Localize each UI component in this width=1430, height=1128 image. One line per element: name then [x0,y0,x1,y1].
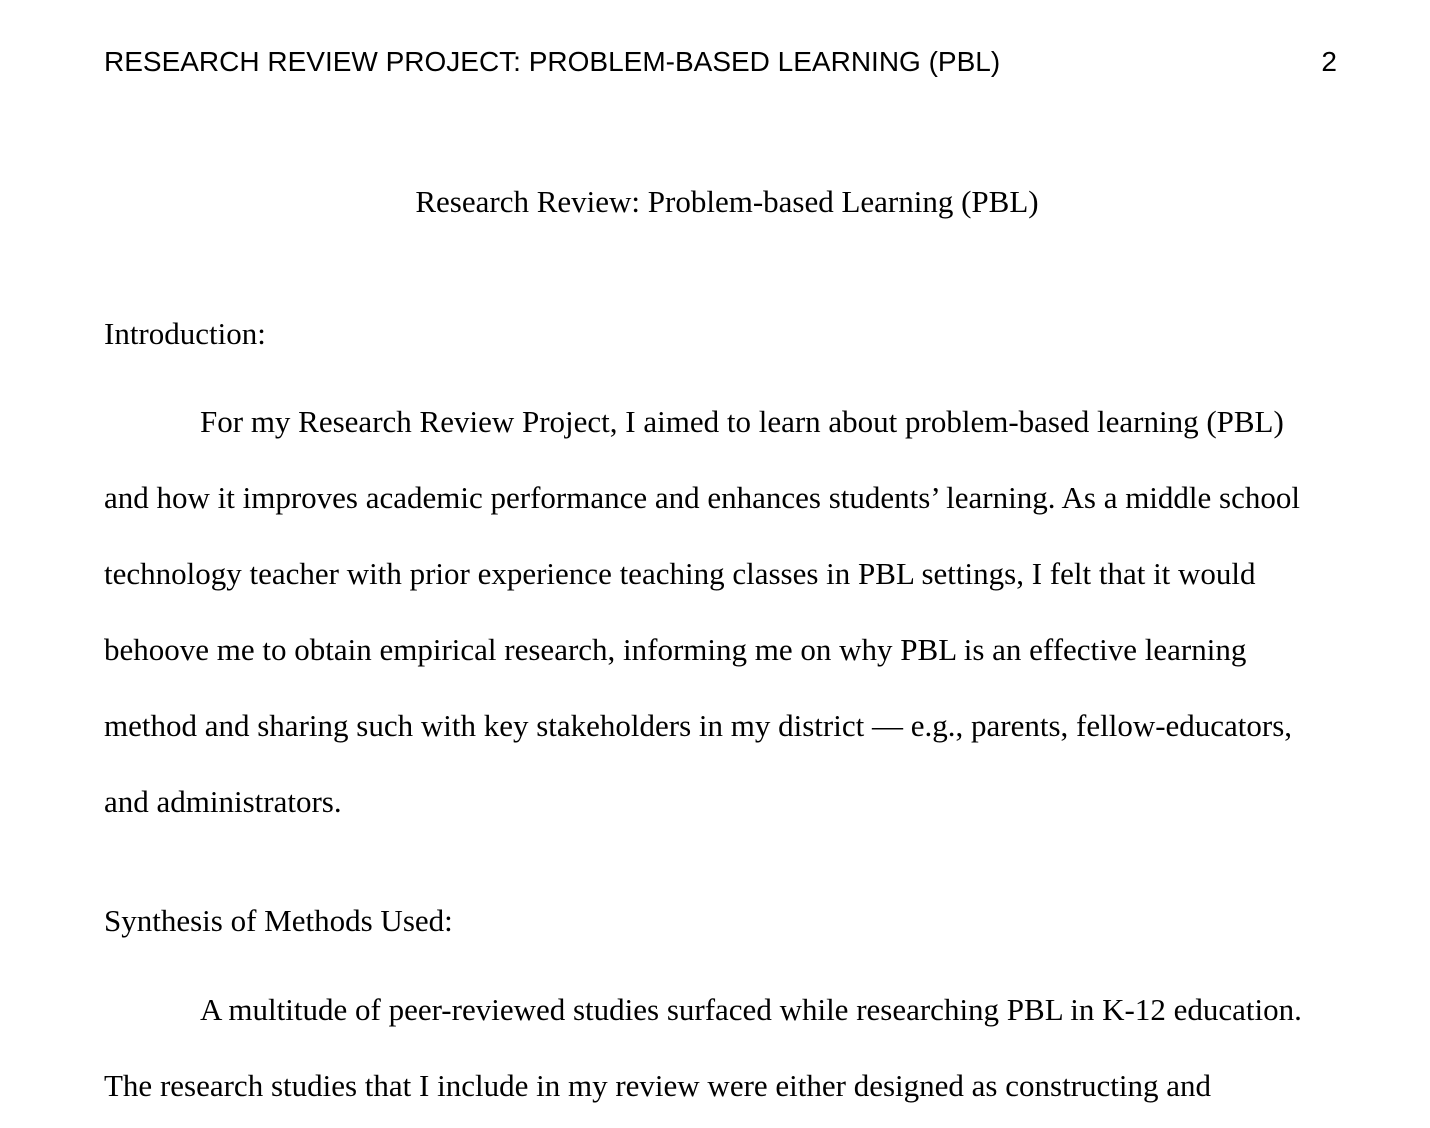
paragraph-line: A multitude of peer-reviewed studies surfaced while researching PBL in K-12 education. [200,992,1302,1027]
paragraph-line: technology teacher with prior experience teaching classes in PBL settings, I felt that it would [104,556,1256,591]
section-heading-introduction: Introduction: [104,316,266,351]
paragraph-line: behoove me to obtain empirical research, informing me on why PBL is an effective learning [104,632,1247,667]
running-head: RESEARCH REVIEW PROJECT: PROBLEM-BASED LEARNING (PBL) [104,46,1001,77]
document-title: Research Review: Problem-based Learning (PBL) [415,184,1039,219]
paragraph-line: For my Research Review Project, I aimed to learn about problem-based learning (PBL) [200,404,1284,439]
paragraph-line: and how it improves academic performance and enhances students’ learning. As a middle school [104,480,1300,515]
page-number: 2 [1321,46,1337,77]
section-heading-synthesis: Synthesis of Methods Used: [104,903,453,938]
paragraph-line: The research studies that I include in my review were either designed as constructing and [104,1068,1211,1103]
paragraph-line: method and sharing such with key stakeholders in my district — e.g., parents, fellow-educators, [104,708,1293,743]
paragraph-line: and administrators. [104,784,342,819]
